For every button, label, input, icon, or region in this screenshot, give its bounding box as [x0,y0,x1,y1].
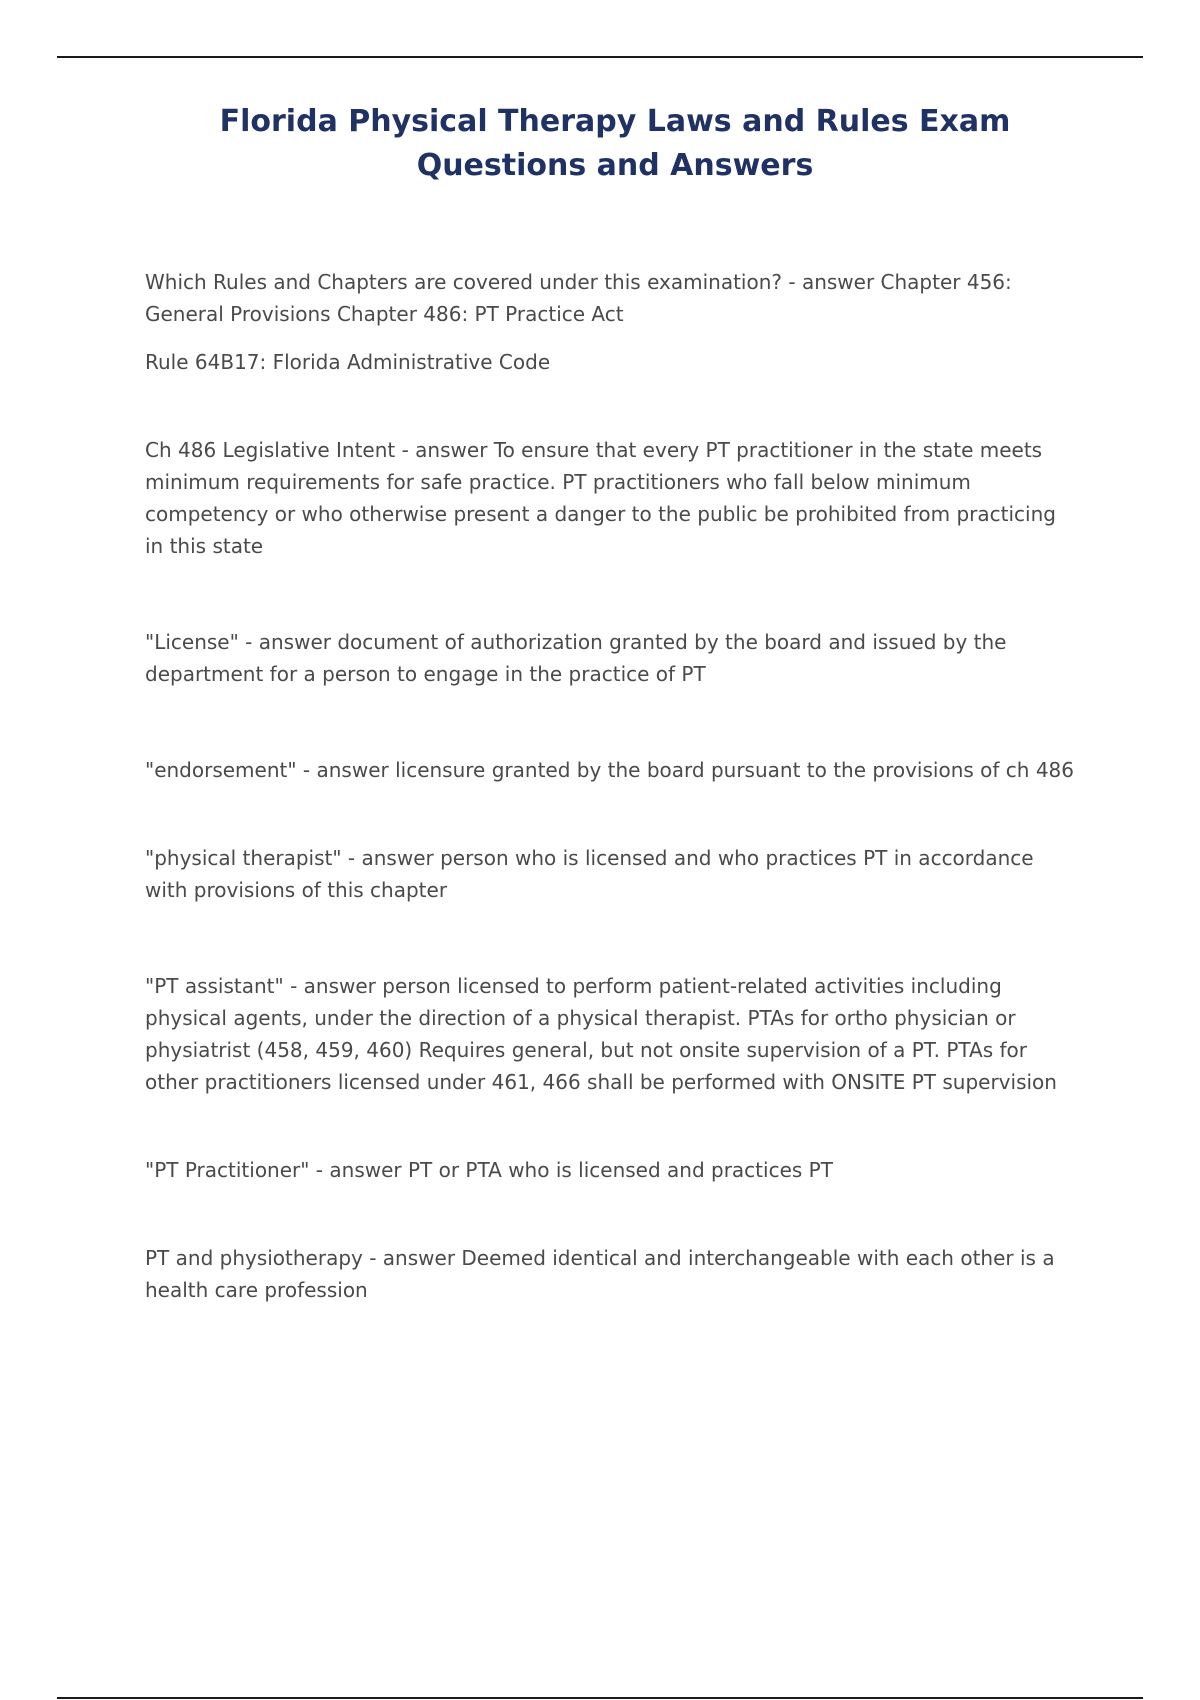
qa-item [145,1242,1080,1306]
qa-text: Which Rules and Chapters are covered under this examination? - answer Chapter 456: General Provisions Chapter 486: PT Practice Act [145,270,1012,326]
qa-item [145,266,1080,378]
qa-text: "endorsement" - answer licensure granted by the board pursuant to the provisions of ch 486 [145,758,1074,782]
document-title: Florida Physical Therapy Laws and Rules Exam Questions and Answers [219,104,1011,183]
qa-item [145,434,1080,562]
qa-text: PT and physiotherapy - answer Deemed identical and interchangeable with each other is a health care profession [145,1246,1055,1302]
qa-item [145,842,1080,906]
qa-item [145,754,1080,786]
qa-text: "License" - answer document of authorization granted by the board and issued by the department for a person to engage in the practice of PT [145,630,1007,686]
top-divider [57,56,1143,58]
qa-item [145,626,1080,690]
qa-extra-text: Rule 64B17: Florida Administrative Code [145,350,551,374]
qa-text: "PT assistant" - answer person licensed to perform patient-related activities including physical agents, under the direction of a physical therapist. PTAs for ortho physician or physiatrist (458, 459, 460) Requires general, but not onsite supervision of a PT. PTAs for other practitioners licensed under 461, 466 shall be performed with ONSITE PT supervision [145,974,1057,1094]
qa-list [145,266,1080,1306]
bottom-divider [57,1697,1143,1699]
qa-text: "PT Practitioner" - answer PT or PTA who is licensed and practices PT [145,1158,833,1182]
qa-text: Ch 486 Legislative Intent - answer To ensure that every PT practitioner in the state meets minimum requirements for safe practice. PT practitioners who fall below minimum competency or who otherwise present a danger to the public be prohibited from practicing in this state [145,438,1056,558]
qa-text: "physical therapist" - answer person who is licensed and who practices PT in accordance with provisions of this chapter [145,846,1034,902]
qa-item [145,970,1080,1098]
qa-item [145,1154,1080,1186]
